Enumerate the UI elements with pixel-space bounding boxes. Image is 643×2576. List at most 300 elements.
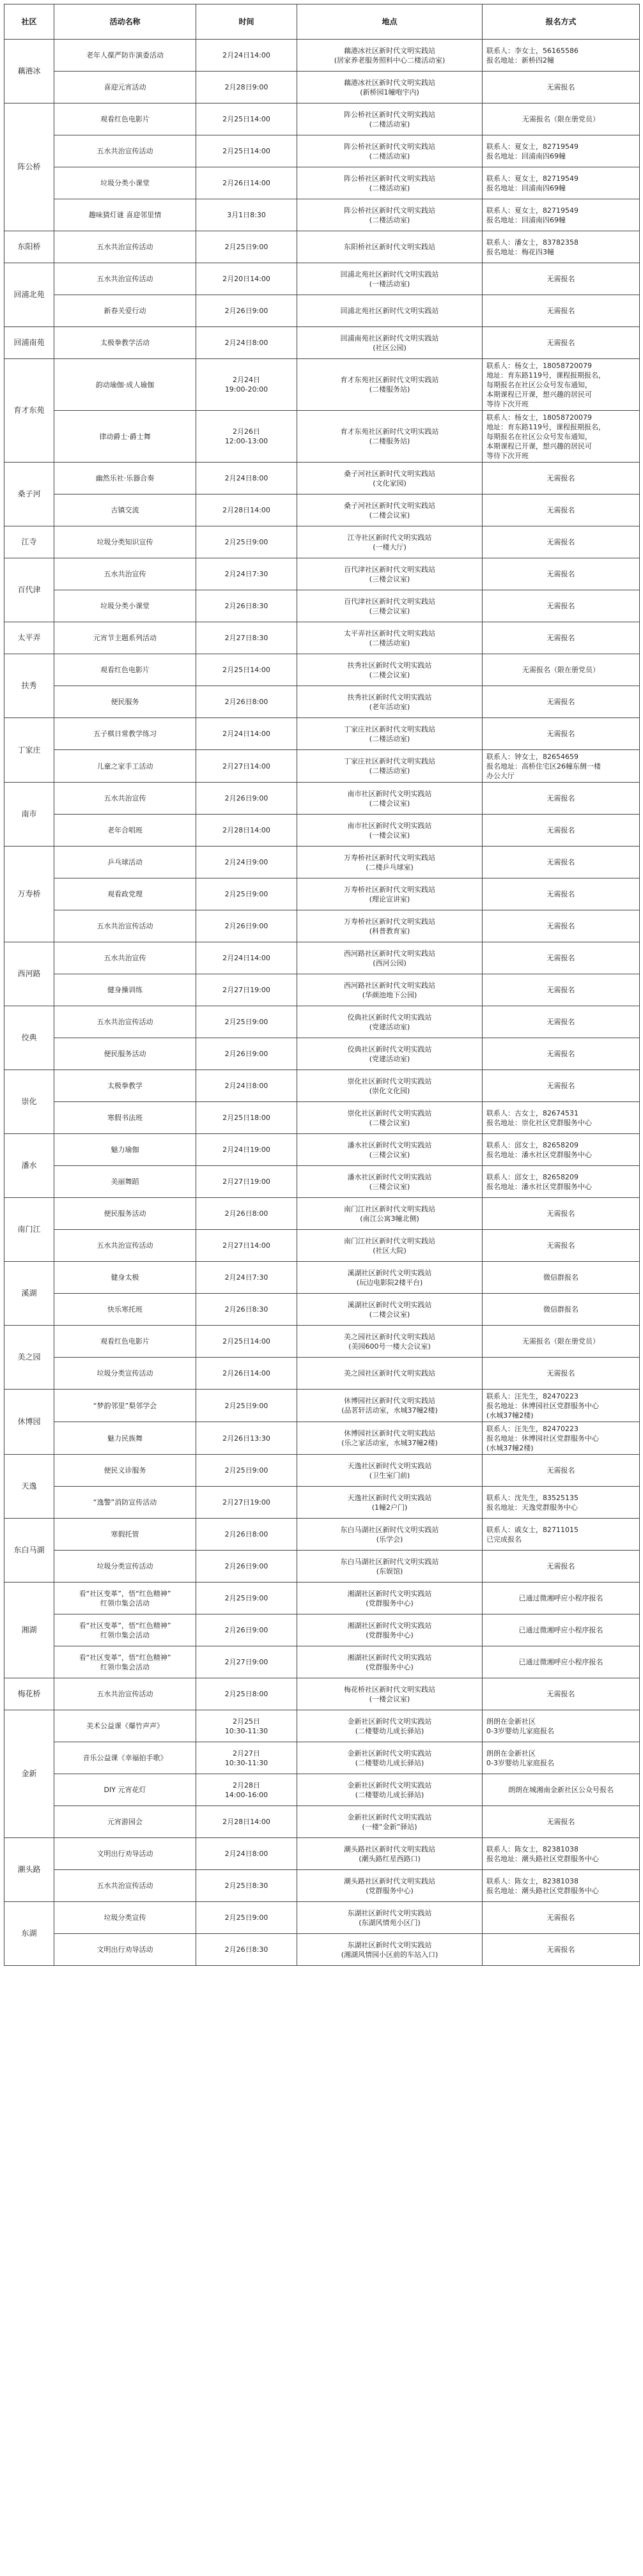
location-cell (297, 1070, 483, 1102)
signup-method-cell-text: 无需报名 (546, 826, 575, 834)
location-cell (297, 1806, 483, 1838)
location-cell (297, 1774, 483, 1806)
time-cell-text: 2月26日8:00 (224, 1530, 268, 1538)
activity-name-cell (54, 1422, 196, 1455)
activity-name-cell (54, 199, 196, 231)
activity-name-cell (54, 686, 196, 718)
time-cell (196, 1006, 297, 1038)
community-cell: 扶秀 (4, 654, 54, 718)
location-cell-text: 桑子河社区新时代文明实践站 (文化家园) (344, 469, 435, 487)
community-cell: 万寿桥 (4, 847, 54, 942)
location-cell (297, 750, 483, 783)
table-row (4, 1774, 640, 1806)
activity-name-cell (54, 526, 196, 558)
table-row (4, 1166, 640, 1198)
time-cell (196, 1710, 297, 1742)
signup-method-cell (483, 558, 640, 590)
location-cell-text: 东白马湖社区新时代文明实践站 (乐学会) (340, 1525, 439, 1544)
time-cell-text: 2月24日 19:00-20:00 (224, 376, 268, 394)
activity-name-cell (54, 1519, 196, 1551)
activity-name-cell-text: 五水共治宣传活动 (97, 922, 153, 930)
time-cell-text: 2月28日14:00 (222, 506, 270, 514)
time-cell-text: 2月25日9:00 (224, 538, 268, 546)
location-cell-text: 佼典社区新时代文明实践站 (党建活动室) (347, 1045, 432, 1063)
activity-name-cell (54, 359, 196, 411)
signup-method-cell-text: 联系人：邱女士，82658209 报名地址：潘水社区党群服务中心 (486, 1140, 592, 1159)
community-cell: 阵公桥 (4, 103, 54, 231)
time-cell-text: 2月24日7:30 (224, 570, 268, 578)
signup-method-cell-text: 联系人：邱女士，82658209 报名地址：潘水社区党群服务中心 (486, 1172, 592, 1191)
activity-name-cell-text: 新春关爱行动 (104, 307, 146, 315)
activity-name-cell (54, 1742, 196, 1774)
location-cell (297, 783, 483, 815)
time-cell (196, 494, 297, 526)
location-cell (297, 1870, 483, 1902)
activity-name-cell (54, 463, 196, 494)
location-cell-text: 扶秀社区新时代文明实践站 (老年活动室) (347, 693, 432, 711)
location-cell (297, 327, 483, 359)
community-cell: 育才东苑 (4, 359, 54, 463)
activity-name-cell (54, 1326, 196, 1358)
signup-method-cell-text: 无需报名 (546, 1050, 575, 1058)
table-row (4, 1230, 640, 1262)
table-row (4, 1326, 640, 1358)
location-cell (297, 231, 483, 263)
time-cell (196, 878, 297, 910)
location-cell-text: 金新社区新时代文明实践站 (二楼婴幼儿成长驿站) (347, 1717, 432, 1735)
time-cell-text: 2月25日14:00 (222, 666, 270, 674)
activity-name-cell-text: 魅力瑜伽 (111, 1146, 139, 1154)
time-cell-text: 2月24日8:00 (224, 474, 268, 482)
table-row (4, 1487, 640, 1519)
activity-name-cell-text: 健身操训练 (107, 986, 143, 994)
time-cell (196, 1230, 297, 1262)
community-cell: 梅花桥 (4, 1678, 54, 1710)
time-cell-text: 2月24日19:00 (222, 1146, 270, 1154)
location-cell-text: 太平弄社区新时代文明实践站 (二楼活动室) (344, 629, 435, 647)
location-cell (297, 558, 483, 590)
table-row (4, 167, 640, 199)
activity-name-cell-text: 美丽舞蹈 (111, 1177, 139, 1186)
time-cell-text: 2月24日14:00 (222, 51, 270, 59)
signup-method-cell (483, 1102, 640, 1134)
location-cell-text: 丁家庄社区新时代文明实践站 (二楼活动室) (344, 757, 435, 775)
location-cell-text: 东阳桥社区新时代文明实践站 (344, 243, 435, 251)
activity-name-cell (54, 1806, 196, 1838)
community-cell: 东湖 (4, 1902, 54, 1966)
location-cell-text: 崇化社区新时代文明实践站 (二楼会议室) (347, 1108, 432, 1127)
community-cell: 丁家庄 (4, 718, 54, 783)
activity-schedule-sheet (4, 4, 639, 1966)
location-cell (297, 1262, 483, 1294)
signup-method-cell-text: 无需报名 (546, 339, 575, 347)
time-cell-text: 2月25日9:00 (224, 890, 268, 898)
time-cell (196, 231, 297, 263)
time-cell (196, 359, 297, 411)
time-cell-text: 2月26日14:00 (222, 179, 270, 187)
table-row (4, 411, 640, 463)
signup-method-cell-text: 无需报名 (546, 858, 575, 866)
location-cell-text: 潮头路社区新时代文明实践站 (潮头路红星西路口) (344, 1844, 435, 1863)
signup-method-cell-text: 无需报名 (546, 1562, 575, 1570)
time-cell (196, 1198, 297, 1230)
time-cell-text: 2月25日9:00 (224, 1913, 268, 1922)
header-signup-method: 报名方式 (483, 4, 640, 40)
time-cell (196, 1294, 297, 1326)
activity-name-cell-text: 垃圾分类知识宣传 (97, 538, 153, 546)
time-cell-text: 2月24日14:00 (222, 730, 270, 738)
table-row (4, 1678, 640, 1710)
activity-name-cell (54, 590, 196, 622)
table-row (4, 847, 640, 878)
signup-method-cell-text: 无需报名 (546, 698, 575, 706)
signup-method-cell-text: 无需报名 (546, 1945, 575, 1954)
time-cell (196, 1551, 297, 1583)
activity-name-cell-text: 观看政党理 (107, 890, 143, 898)
time-cell-text: 2月26日9:00 (224, 922, 268, 930)
location-cell (297, 1102, 483, 1134)
signup-method-cell (483, 295, 640, 327)
location-cell-text: 东湖社区新时代文明实践站 (湘湖风情园小区前的车站入口) (341, 1940, 438, 1959)
location-cell-text: 育才东苑社区新时代文明实践站 (二楼服务站) (340, 376, 439, 394)
table-row (4, 103, 640, 135)
signup-method-cell (483, 1166, 640, 1198)
location-cell-text: 湘湖社区新时代文明实践站 (党群服务中心) (347, 1589, 432, 1607)
signup-method-cell (483, 1262, 640, 1294)
time-cell-text: 2月26日8:30 (224, 1945, 268, 1954)
community-cell: 藕港冰 (4, 40, 54, 103)
location-cell (297, 1422, 483, 1455)
table-row (4, 72, 640, 103)
signup-method-cell-text: 无需报名 (546, 1913, 575, 1922)
signup-method-cell-text: 联系人：潘女士，83782358 报名地址：梅花四3幢 (486, 238, 578, 256)
table-body (4, 40, 640, 1966)
time-cell (196, 1614, 297, 1646)
location-cell (297, 1358, 483, 1390)
signup-method-cell (483, 1742, 640, 1774)
time-cell-text: 2月26日13:30 (222, 1434, 270, 1443)
time-cell-text: 2月27日9:00 (224, 1658, 268, 1666)
signup-method-cell (483, 1230, 640, 1262)
table-row (4, 1390, 640, 1422)
location-cell-text: 东白马湖社区新时代文明实践站 (东娱馆) (340, 1557, 439, 1575)
signup-method-cell (483, 878, 640, 910)
location-cell (297, 72, 483, 103)
community-cell: 西河路 (4, 942, 54, 1006)
time-cell (196, 1422, 297, 1455)
activity-name-cell-text: 五水共治宣传 (104, 954, 146, 962)
signup-method-cell (483, 1487, 640, 1519)
location-cell-text: 万寿桥社区新时代文明实践站 (二楼乒乓球室) (344, 853, 435, 871)
activity-name-cell (54, 942, 196, 974)
location-cell (297, 1198, 483, 1230)
signup-method-cell (483, 1455, 640, 1487)
signup-method-cell (483, 199, 640, 231)
time-cell-text: 2月24日8:00 (224, 1082, 268, 1090)
location-cell-text: 育才东苑社区新时代文明实践站 (二楼服务站) (340, 427, 439, 445)
signup-method-cell (483, 231, 640, 263)
activity-name-cell (54, 1006, 196, 1038)
time-cell (196, 295, 297, 327)
location-cell-text: 潘水社区新时代文明实践站 (三楼会议室) (347, 1140, 432, 1159)
location-cell (297, 686, 483, 718)
location-cell (297, 199, 483, 231)
time-cell (196, 1646, 297, 1678)
location-cell-text: 西河路社区新时代文明实践站 (西河公园) (344, 949, 435, 967)
signup-method-cell-text: 无需报名 (546, 83, 575, 91)
time-cell (196, 526, 297, 558)
community-cell: 桑子河 (4, 463, 54, 526)
table-row (4, 1294, 640, 1326)
activity-name-cell-text: 元宵游园会 (107, 1818, 143, 1826)
location-cell-text: 梅花桥社区新时代文明实践站 (一楼会议室) (344, 1685, 435, 1703)
time-cell-text: 2月24日14:00 (222, 954, 270, 962)
community-cell: 潮头路 (4, 1838, 54, 1902)
location-cell-text: 回浦北苑社区新时代文明实践站 (340, 307, 439, 315)
time-cell (196, 1166, 297, 1198)
activity-name-cell-text: 韵动瑜伽·成人瑜伽 (95, 380, 155, 389)
location-cell-text: 藕港冰社区新时代文明实践站 (新桥园1幢咆宇内) (344, 78, 435, 96)
table-row (4, 942, 640, 974)
time-cell-text: 2月26日9:00 (224, 794, 268, 802)
time-cell-text: 2月28日9:00 (224, 83, 268, 91)
activity-name-cell (54, 815, 196, 847)
activity-name-cell (54, 1455, 196, 1487)
activity-name-cell-text: 看“社区变革”，悟“红色精神” 红领巾集会活动 (79, 1621, 171, 1639)
activity-name-cell (54, 231, 196, 263)
location-cell-text: 溪湖社区新时代文明实践站 (玩边电影院2楼平台) (347, 1268, 432, 1287)
signup-method-cell-text: 无需报名 (546, 1369, 575, 1377)
activity-name-cell (54, 750, 196, 783)
signup-method-cell-text: 微信群报名 (543, 1305, 578, 1314)
time-cell-text: 2月24日8:00 (224, 1850, 268, 1858)
time-cell (196, 199, 297, 231)
location-cell-text: 阵公桥社区新时代文明实践站 (二楼活动室) (344, 174, 435, 192)
activity-name-cell-text: 老年合唱班 (107, 826, 143, 834)
table-header-row (4, 4, 640, 40)
location-cell-text: 南门江社区新时代文明实践站 (社区大院) (344, 1236, 435, 1255)
signup-method-cell (483, 1134, 640, 1166)
community-cell: 百代津 (4, 558, 54, 622)
time-cell-text: 2月25日9:00 (224, 1594, 268, 1602)
signup-method-cell (483, 1902, 640, 1934)
time-cell (196, 327, 297, 359)
time-cell-text: 2月26日9:00 (224, 1050, 268, 1058)
activity-name-cell (54, 167, 196, 199)
time-cell (196, 1870, 297, 1902)
community-cell: 潘水 (4, 1134, 54, 1198)
signup-method-cell (483, 1326, 640, 1358)
location-cell (297, 1294, 483, 1326)
signup-method-cell (483, 718, 640, 750)
activity-name-cell (54, 783, 196, 815)
community-cell: 江寺 (4, 526, 54, 558)
signup-method-cell (483, 815, 640, 847)
location-cell-text: 回浦北苑社区新时代文明实践站 (一楼活动室) (340, 270, 439, 288)
location-cell (297, 103, 483, 135)
location-cell-text: 桑子河社区新时代文明实践站 (二楼会议室) (344, 501, 435, 519)
activity-name-cell-text: 垃圾分类小课堂 (100, 602, 150, 610)
location-cell-text: 南门江社区新时代文明实践站 (南江公寓3幢北侧) (344, 1204, 435, 1223)
time-cell-text: 2月26日8:30 (224, 602, 268, 610)
table-row (4, 750, 640, 783)
community-cell: 东阳桥 (4, 231, 54, 263)
signup-method-cell-text: 联系人：戚女士，82711015 已完成报名 (486, 1525, 578, 1544)
activity-name-cell-text: 健身太极 (111, 1273, 139, 1282)
signup-method-cell-text: 无需报名 (546, 1466, 575, 1475)
table-row (4, 494, 640, 526)
location-cell-text: 阵公桥社区新时代文明实践站 (二楼活动室) (344, 110, 435, 128)
location-cell-text: 万寿桥社区新时代文明实践站 (理论宣讲室) (344, 885, 435, 903)
table-row (4, 1198, 640, 1230)
signup-method-cell-text: 无需报名 (546, 1018, 575, 1026)
table-row (4, 295, 640, 327)
location-cell-text: 佼典社区新时代文明实践站 (党建活动室) (347, 1013, 432, 1031)
time-cell-text: 2月27日14:00 (222, 1241, 270, 1250)
signup-method-cell-text: 无需报名 (546, 1690, 575, 1698)
activity-name-cell-text: 快乐寒托班 (107, 1305, 143, 1314)
activity-name-cell (54, 1358, 196, 1390)
signup-method-cell (483, 1390, 640, 1422)
time-cell (196, 1902, 297, 1934)
activity-name-cell-text: 太极拳教学 (107, 1082, 143, 1090)
activity-name-cell-text: 寒假书法班 (107, 1114, 143, 1122)
activity-name-cell (54, 135, 196, 167)
location-cell (297, 1326, 483, 1358)
signup-method-cell-text: 联系人：汪先生，82470223 报名地址：休博园社区党群服务中心 (水城37幢2楼) (486, 1392, 599, 1420)
location-cell-text: 阵公桥社区新时代文明实践站 (二楼活动室) (344, 142, 435, 160)
activity-name-cell (54, 1934, 196, 1966)
time-cell (196, 847, 297, 878)
activity-name-cell-text: 便民义诊服务 (104, 1466, 146, 1475)
signup-method-cell-text: 无需报名 (546, 506, 575, 514)
time-cell (196, 1358, 297, 1390)
activity-name-cell (54, 1870, 196, 1902)
time-cell (196, 1390, 297, 1422)
table-row (4, 686, 640, 718)
activity-name-cell (54, 878, 196, 910)
signup-method-cell (483, 1006, 640, 1038)
time-cell-text: 2月24日9:00 (224, 858, 268, 866)
location-cell-text: 湘湖社区新时代文明实践站 (党群服务中心) (347, 1653, 432, 1671)
time-cell-text: 2月25日14:00 (222, 147, 270, 155)
signup-method-cell-text: 联系人：夏女士，82719549 报名地址：回浦南四69幢 (486, 174, 578, 192)
table-row (4, 1455, 640, 1487)
location-cell (297, 1646, 483, 1678)
activity-name-cell-text: 文明出行劝导活动 (97, 1945, 153, 1954)
signup-method-cell-text: 无需报名 (546, 602, 575, 610)
signup-method-cell-text: 无需报名 (546, 986, 575, 994)
signup-method-cell-text: 联系人：汪先生，82470223 报名地址：休博园社区党群服务中心 (水城37幢2楼) (486, 1424, 599, 1452)
activity-name-cell (54, 72, 196, 103)
time-cell (196, 590, 297, 622)
signup-method-cell-text: 联系人：钟女士，82654659 报名地址：高桥住宅区26幢东侧一楼 办公大厅 (486, 752, 601, 780)
activity-name-cell-text: 美术公益课《爆竹声声》 (86, 1722, 164, 1730)
signup-method-cell-text: 无需报名 (546, 1818, 575, 1826)
signup-method-cell (483, 1070, 640, 1102)
time-cell (196, 783, 297, 815)
table-row (4, 526, 640, 558)
signup-method-cell (483, 263, 640, 295)
table-row (4, 1422, 640, 1455)
table-row (4, 1262, 640, 1294)
time-cell (196, 558, 297, 590)
table-row (4, 1134, 640, 1166)
table-row (4, 40, 640, 72)
time-cell (196, 1038, 297, 1070)
community-cell: 崇化 (4, 1070, 54, 1134)
activity-name-cell-text: 寒假托管 (111, 1530, 139, 1538)
time-cell-text: 2月25日9:00 (224, 1401, 268, 1410)
location-cell (297, 1390, 483, 1422)
community-cell: 回浦北苑 (4, 263, 54, 327)
table-row (4, 1646, 640, 1678)
activity-name-cell (54, 1166, 196, 1198)
signup-method-cell (483, 526, 640, 558)
location-cell-text: 金新社区新时代文明实践站 (二楼婴幼儿成长驿站) (347, 1749, 432, 1767)
time-cell (196, 1262, 297, 1294)
location-cell-text: 美之园社区新时代文明实践站 (344, 1369, 435, 1377)
time-cell-text: 2月25日9:00 (224, 1466, 268, 1475)
location-cell (297, 1614, 483, 1646)
community-cell: 南市 (4, 783, 54, 847)
table-row (4, 590, 640, 622)
time-cell-text: 2月28日14:00 (222, 826, 270, 834)
time-cell-text: 2月25日 10:30-11:30 (224, 1717, 268, 1735)
signup-method-cell-text: 联系人：夏女士，82719549 报名地址：回浦南四69幢 (486, 142, 578, 160)
location-cell (297, 167, 483, 199)
activity-name-cell-text: 五子棋日常教学练习 (93, 730, 157, 738)
table-row (4, 463, 640, 494)
table-row (4, 654, 640, 686)
activity-name-cell (54, 1487, 196, 1519)
signup-method-cell-text: 联系人：古女士，82674531 报名地址：崇化社区党群服务中心 (486, 1108, 592, 1127)
time-cell (196, 750, 297, 783)
community-cell: 南门江 (4, 1198, 54, 1262)
table-row (4, 263, 640, 295)
time-cell (196, 1678, 297, 1710)
activity-name-cell (54, 1838, 196, 1870)
time-cell (196, 40, 297, 72)
activity-name-cell-text: 喜迎元宵活动 (104, 83, 146, 91)
activity-name-cell (54, 1551, 196, 1583)
activity-name-cell (54, 1134, 196, 1166)
time-cell-text: 2月26日 12:00-13:00 (224, 427, 268, 445)
location-cell (297, 1742, 483, 1774)
table-row (4, 622, 640, 654)
signup-method-cell-text: 朗朗在城湘南金新社区公众号报名 (508, 1786, 614, 1794)
location-cell (297, 718, 483, 750)
signup-method-cell-text: 联系人：陈女士，82381038 报名地址：潮头路社区党群服务中心 (486, 1876, 599, 1895)
location-cell-text: 百代津社区新时代文明实践站 (三楼会议室) (344, 565, 435, 583)
signup-method-cell-text: 无需报名 (546, 1209, 575, 1218)
location-cell (297, 654, 483, 686)
signup-method-cell (483, 1774, 640, 1806)
time-cell (196, 1519, 297, 1551)
signup-method-cell (483, 1198, 640, 1230)
time-cell-text: 2月26日8:30 (224, 1305, 268, 1314)
header-time: 时间 (196, 4, 297, 40)
activity-name-cell (54, 1262, 196, 1294)
activity-name-cell (54, 1038, 196, 1070)
location-cell (297, 135, 483, 167)
activity-name-cell (54, 1710, 196, 1742)
activity-name-cell (54, 1198, 196, 1230)
signup-method-cell (483, 686, 640, 718)
activity-name-cell-text: 垃圾分类小课堂 (100, 179, 150, 187)
location-cell (297, 411, 483, 463)
activity-name-cell-text: 垃圾分类宣传活动 (97, 1562, 153, 1570)
